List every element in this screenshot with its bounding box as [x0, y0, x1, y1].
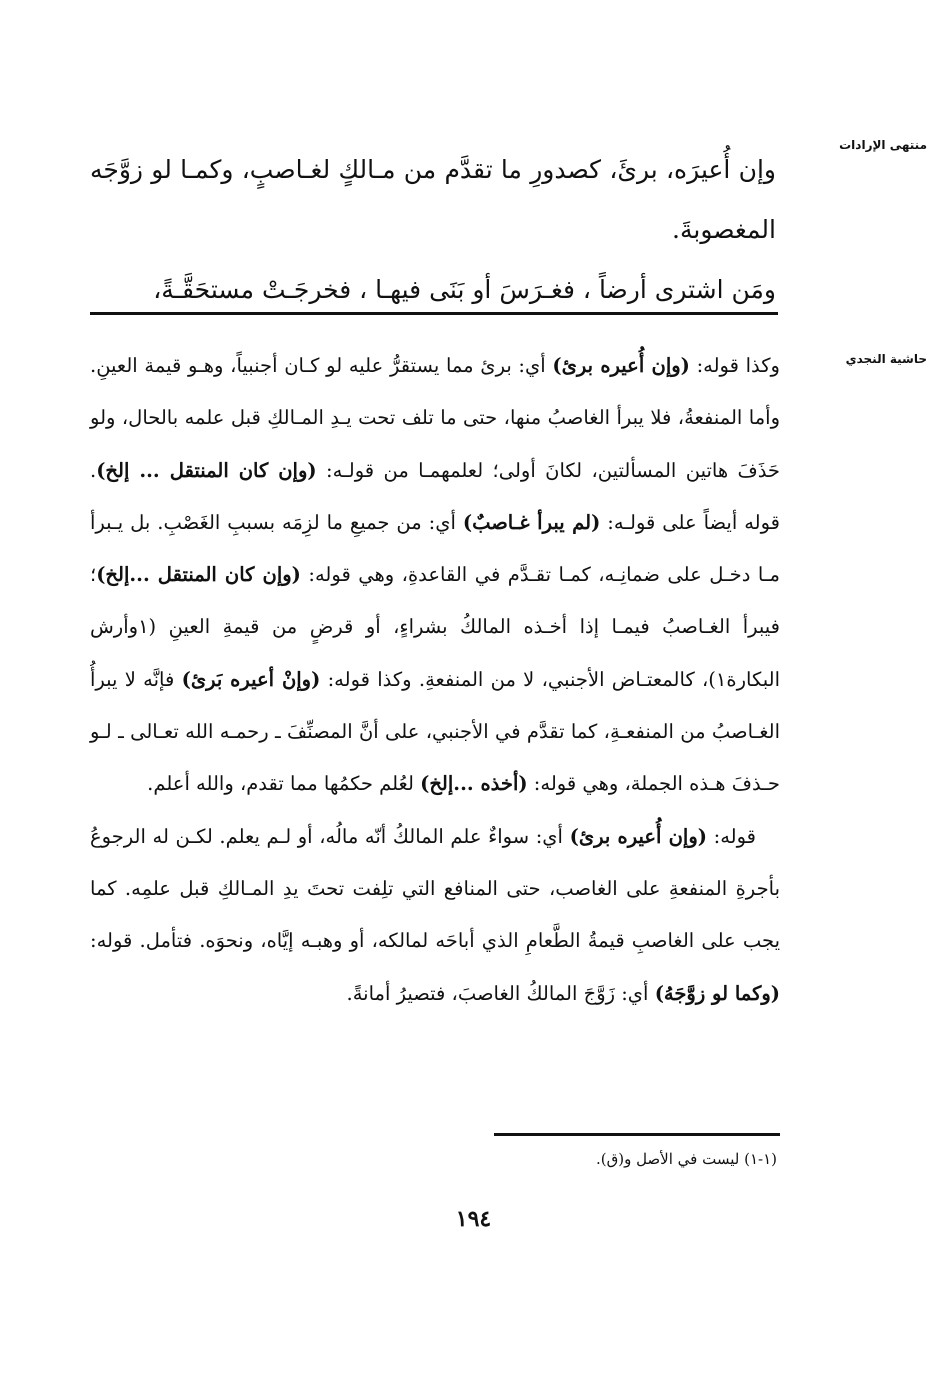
commentary-paragraph — [90, 340, 780, 811]
quoted-phrase: (لم يبرأ غـاصبٌ) — [462, 510, 601, 534]
section-divider — [90, 312, 778, 315]
quoted-phrase: (وإن كان المنتقل ... إلخ) — [96, 458, 317, 482]
page-number: ١٩٤ — [455, 1206, 492, 1232]
commentary-run: أي: سواءٌ علم المالكُ أنّه مالُه، أو لـم يعلم. لكـن له الرجوعُ بأجرةِ المنفعةِ على الغاصب، حتى المنافع التي تلِفت تحتَ يدِ المـالكِ قبل علمِه. كما يجب على الغاصبِ قيمةُ الطَّعامِ الذي أباحَه لمالكه، أو وهبـه إيَّاه، ونحوَه. فتأمل. قوله: — [90, 824, 780, 953]
main-text — [90, 140, 776, 320]
quoted-phrase: (وإن أُعيره برئ) — [569, 824, 707, 848]
commentary-paragraph — [90, 811, 780, 1020]
commentary-run: لعُلم حكمُها مما تقدم، والله أعلم. — [147, 772, 421, 796]
quoted-phrase: (وكما لو زوَّجَهُ) — [654, 981, 780, 1005]
footnote-divider — [494, 1133, 780, 1136]
main-text-paragraph: وإن أُعيرَه، برئَ، كصدورِ ما تقدَّم من مـالكٍ لغـاصبٍ، وكمـا لو زوَّجَه المغصوبةَ. — [90, 155, 776, 244]
commentary-run: فإنَّه لا يبرأُ الغـاصبُ من المنفعـةِ، كما تقدَّم في الأجنبي، على أنَّ المصنِّفَ ـ رحمـه الله تعـالى ـ لـو حـذفَ هـذه الجملة، وهي قوله: — [90, 667, 780, 796]
main-text-paragraph: ومَن اشترى أرضاً ، فغـرَسَ أو بَنَى فيهـا ، فخرجَـتْ مستحَقَّـةً، — [153, 275, 776, 304]
commentary-run: ؛ فيبرأ الغـاصبُ فيمـا إذا أخـذه المالكُ بشراءٍ، أو قرضٍ من قيمةِ العينِ (١وأرش البكارة١)، كالمعتـاض الأجنبي، لا من المنفعةِ. وكذا قوله: — [90, 563, 780, 691]
commentary-run: . قوله أيضاً على قولـه: — [90, 458, 780, 534]
commentary-run: قوله: — [707, 824, 756, 848]
commentary-run: أي: زَوَّجَ المالكُ الغاصبَ، فتصيرُ أمانةً. — [346, 981, 655, 1005]
commentary-run: وكذا قوله: — [689, 354, 780, 377]
main-text-header-label: منتهى الإرادات — [839, 138, 927, 152]
quoted-phrase: (أخذه ...إلخ) — [420, 772, 528, 796]
quoted-phrase: (وإن أُعيره برئ) — [552, 354, 690, 377]
commentary-run: أي: برئ مما يستقرُّ عليه لو كـان أجنبياً، وهـو قيمة العينِ. وأما المنفعةُ، فلا يبرأ الغاصبُ منها، حتى ما تلف تحت يـدِ المـالكِ قبل علمه بالحال، ولو حَذَفَ هاتين المسألتين، لكانَ أولى؛ لعلمهمـا من قولـه: — [90, 354, 780, 482]
commentary-text — [90, 340, 780, 1020]
footnote: (١-١) ليست في الأصل و(ق). — [595, 1150, 777, 1168]
commentary-header-label: حاشية النجدي — [845, 352, 927, 366]
quoted-phrase: (وإنْ أعيره بَرئ) — [181, 667, 321, 691]
commentary-run: أي: من جميعِ ما لزِمَه بسببِ الغَصْبِ. بل يـبرأ مـا دخـل على ضمانِـه، كمـا تقـدَّم في القاعدةِ، وهي قوله: — [90, 510, 780, 587]
quoted-phrase: (وإن كان المنتقل ...إلخ) — [96, 563, 301, 587]
